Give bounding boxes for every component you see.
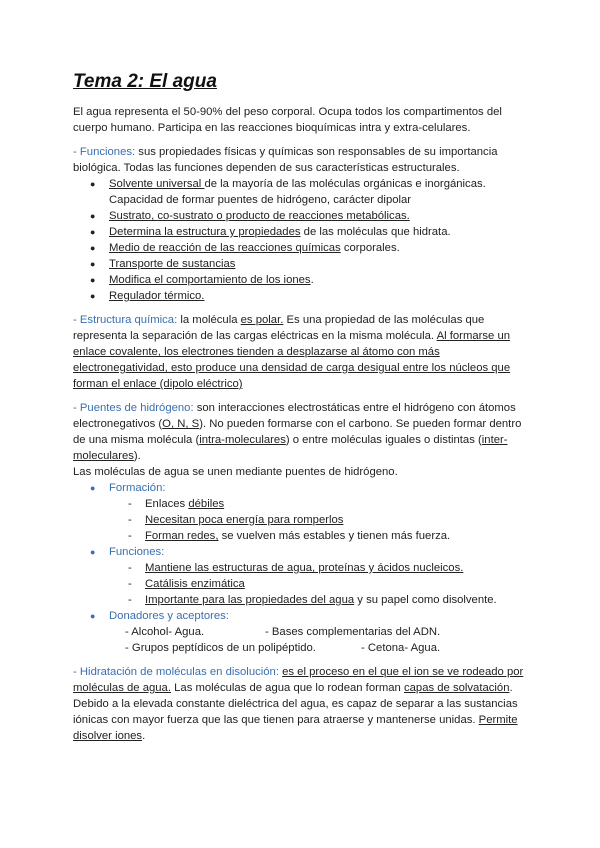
estructura-text: la molécula [177,314,241,326]
hidratacion-text: . Debido a la elevada constante dieléctrica del agua, es capaz de separar a las sustancias iónicas con mayor fuerza que las que tienen para atraerse y mantenerse unidas. [73,682,518,726]
hidratacion-underlined: es el proceso en el que el ion se ve rodeado por moléculas de agua. [73,666,524,694]
list-item-text: de las moléculas que hidrata. [300,226,451,238]
list-item [109,256,533,272]
funciones-list [73,176,533,304]
list-item [109,288,533,304]
puentes-list-2 [73,544,533,560]
puentes-underlined: O, N, S [162,418,200,430]
estructura-text: Es una propiedad de las moléculas que representa la separación de las cargas eléctricas en la misma molécula. [73,314,485,342]
formacion-list [73,496,533,544]
list-item-underlined: Regulador térmico. [109,290,205,302]
list-item [109,240,533,256]
list-item-funciones [109,544,533,560]
list-item-underlined: Modifica el comportamiento de los iones [109,274,311,286]
puentes-after: Las moléculas de agua se unen mediante puentes de hidrógeno. [73,466,398,478]
list-item-underlined: Sustrato, co-sustrato o producto de reacciones metabólicas. [109,210,410,222]
list-item [109,272,533,288]
funciones-text: sus propiedades físicas y químicas son responsables de su importancia biológica. Todas las funciones dependen de sus características estructurales. [73,146,498,174]
donadores-label: Donadores y aceptores: [109,610,229,622]
list-item: - Necesitan poca energía para romperlos [145,512,533,528]
donadores-row-2: - Grupos peptídicos de un polipéptido. - Cetona- Agua. [125,642,441,654]
list-item-underlined: Solvente universal [109,178,205,190]
list-item: - Importante para las propiedades del agua y su papel como disolvente. [145,592,533,608]
list-item-underlined: Medio de reacción de las reacciones químicas [109,242,341,254]
list-item-text: de la mayoría de las moléculas orgánicas e inorgánicas. Capacidad de formar puentes de hidrógeno, carácter dipolar [109,178,486,206]
donadores-row-1: - Alcohol- Agua. - Bases complementarias del ADN. [125,626,441,638]
list-item: - Forman redes, se vuelven más estables y tienen más fuerza. [145,528,533,544]
hidratacion-text: . [142,730,146,742]
section-funciones [73,144,533,304]
puentes-text: ). No pueden formarse con el carbono. Se pueden formar dentro de una misma molécula ( [73,418,522,446]
puentes-text: ). [133,450,141,462]
hidratacion-heading: - Hidratación de moléculas en disolución: [73,666,279,678]
funciones-heading: - Funciones: [73,146,136,158]
hidratacion-underlined: capas de solvatación [403,682,510,694]
estructura-underlined: es polar. [240,314,284,326]
list-item-donadores [109,608,533,624]
list-item [109,208,533,224]
hidratacion-underlined: Permite disolver iones [73,714,518,742]
section-estructura [73,312,533,392]
list-item-underlined: Transporte de sustancias [109,258,236,270]
puentes-underlined: intra-moleculares [199,434,286,446]
puentes-list [73,480,533,496]
estructura-underlined: Al formarse un enlace covalente, los electrones tienden a desplazarse al átomo con más electronegatividad, esto produce una densidad de carga desigual entre los núcleos que forman el enlace (dipolo eléctrico) [73,330,511,390]
list-item: - Enlaces débiles [145,496,533,512]
puentes-text: son interacciones electrostáticas entre el hidrógeno con átomos electronegativos ( [73,402,516,430]
list-item [109,224,533,240]
section-puentes [73,400,533,656]
list-item-underlined: Determina la estructura y propiedades [109,226,301,238]
list-item-text: corporales. [340,242,400,254]
puentes-text: ) o entre moléculas iguales o distintas ( [285,434,482,446]
formacion-label: Formación: [109,482,166,494]
puentes-underlined: inter-moleculares [73,434,508,462]
list-item: - Catálisis enzimática [145,576,533,592]
section-hidratacion [73,664,533,744]
document-page [73,70,533,752]
puentes-heading: - Puentes de hidrógeno: [73,402,194,414]
list-item [109,176,533,208]
list-item: - Mantiene las estructuras de agua, proteínas y ácidos nucleicos. [145,560,533,576]
puentes-list-3 [73,608,533,624]
intro-paragraph: El agua representa el 50-90% del peso corporal. Ocupa todos los compartimentos del cuerpo humano. Participa en las reacciones bioquímicas intra y extra-celulares. [73,106,502,134]
page-title: Tema 2: El agua [73,71,217,92]
list-item-formacion [109,480,533,496]
estructura-heading: - Estructura química: [73,314,178,326]
puentes-funciones-list [73,560,533,608]
list-item-text: . [310,274,314,286]
funciones-label: Funciones: [109,546,165,558]
hidratacion-text: Las moléculas de agua que lo rodean forman [170,682,404,694]
